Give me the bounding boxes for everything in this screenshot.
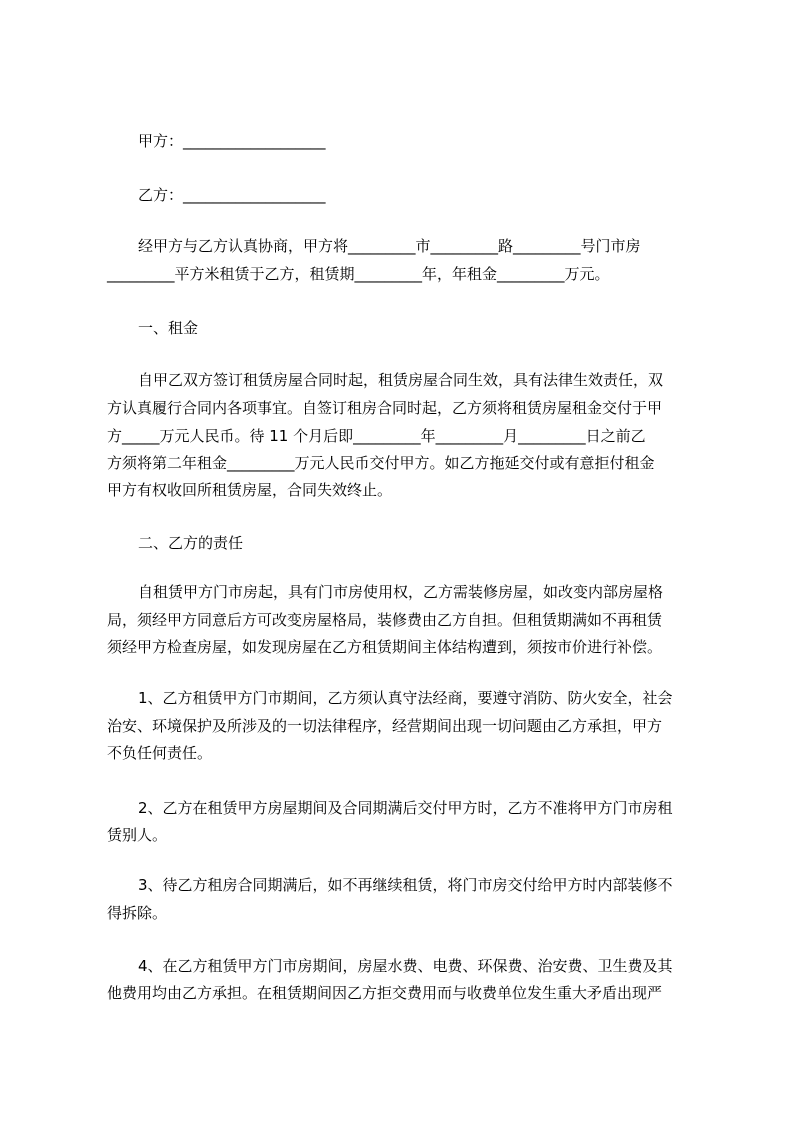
section-1-line-2: 方认真履行合同内各项事宜。自签订租房合同时起，乙方须将租赁房屋租金交付于甲 <box>107 399 663 417</box>
section-2-line-3: 须经甲方检查房屋，如发现房屋在乙方租赁期间主体结构遭到，须按市价进行补偿。 <box>107 638 663 656</box>
item-1-line-2: 治安、环境保护及所涉及的一切法律程序，经营期间出现一切问题由乙方承担，甲方 <box>107 717 663 735</box>
item-2-line-1: 2、乙方在租赁甲方房屋期间及合同期满后交付甲方时，乙方不准将甲方门市房租 <box>138 799 673 817</box>
party-b-line: 乙方：___________________ <box>138 186 326 204</box>
item-2-line-2: 赁别人。 <box>107 826 168 844</box>
item-4-line-1: 4、在乙方租赁甲方门市房期间，房屋水费、电费、环保费、治安费、卫生费及其 <box>138 957 673 975</box>
intro-line-1: 经甲方与乙方认真协商，甲方将_________市_________路_________号门市房 <box>138 237 641 255</box>
section-1-line-1: 自甲乙双方签订租赁房屋合同时起，租赁房屋合同生效，具有法律生效责任，双 <box>138 371 664 389</box>
section-1-line-4: 方须将第二年租金_________万元人民币交付甲方。如乙方拖延交付或有意拒付租金 <box>107 454 655 472</box>
item-3-line-2: 得拆除。 <box>107 904 168 922</box>
section-1-heading: 一、租金 <box>138 319 199 337</box>
item-1-line-3: 不负任何责任。 <box>107 744 213 762</box>
item-3-line-1: 3、待乙方租房合同期满后，如不再继续租赁，将门市房交付给甲方时内部装修不 <box>138 876 673 894</box>
item-4-line-2: 他费用均由乙方承担。在租赁期间因乙方拒交费用而与收费单位发生重大矛盾出现严 <box>107 984 663 1002</box>
party-a-line: 甲方：___________________ <box>138 132 326 150</box>
item-1-line-1: 1、乙方租赁甲方门市期间，乙方须认真守法经商，要遵守消防、防火安全，社会 <box>138 689 673 707</box>
section-2-line-1: 自租赁甲方门市房起，具有门市房使用权，乙方需装修房屋，如改变内部房屋格 <box>138 583 664 601</box>
section-2-line-2: 局，须经甲方同意后方可改变房屋格局，装修费由乙方自担。但租赁期满如不再租赁 <box>107 611 663 629</box>
section-1-line-3: 方_____万元人民币。待 11 个月后即_________年_________月_________日之前乙 <box>107 427 646 445</box>
section-2-heading: 二、乙方的责任 <box>138 534 244 552</box>
section-1-line-5: 甲方有权收回所租赁房屋，合同失效终止。 <box>107 481 393 499</box>
intro-line-2: _________平方米租赁于乙方，租赁期_________年，年租金_________万元。 <box>107 265 610 283</box>
